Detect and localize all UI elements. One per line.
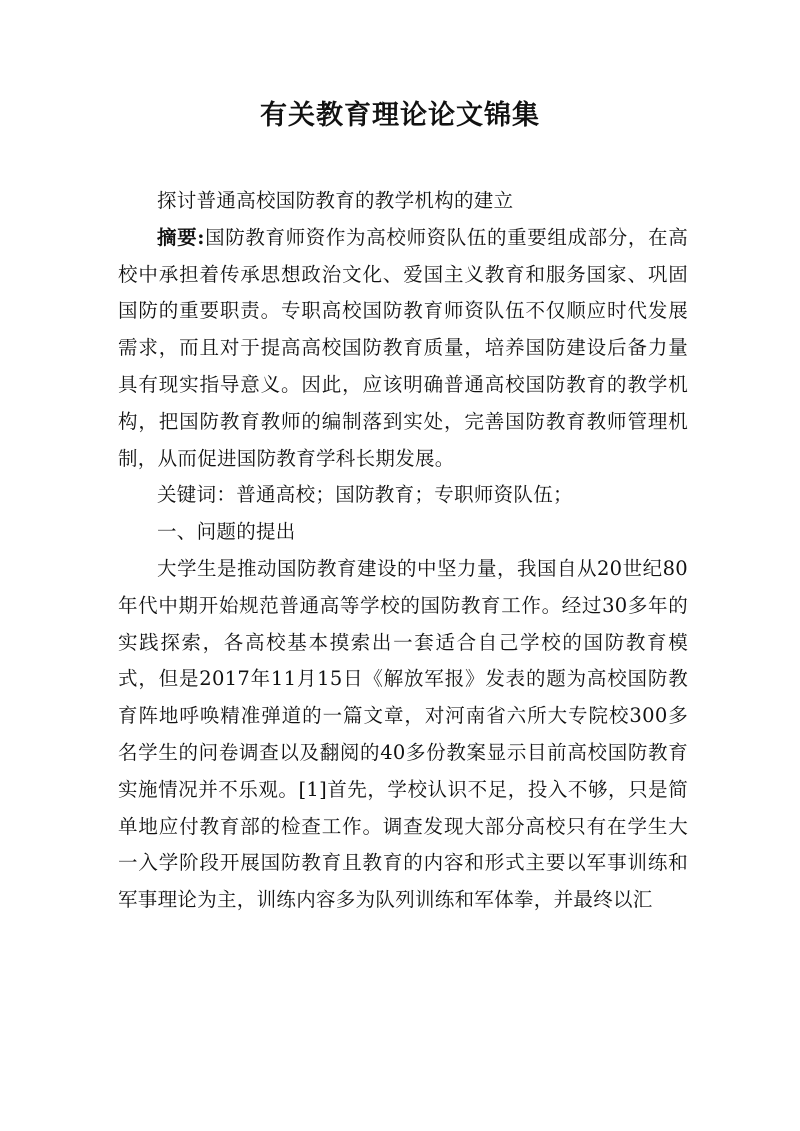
document-body: [118, 183, 688, 919]
abstract-label: 摘要:: [157, 225, 205, 249]
body-paragraph: 大学生是推动国防教育建设的中坚力量，我国自从20世纪80年代中期开始规范普通高等学校的国防教育工作。经过30多年的实践探索，各高校基本摸索出一套适合自己学校的国防教育模式，但是2017年11月15日《解放军报》发表的题为高校国防教育阵地呼唤精准弹道的一篇文章，对河南省六所大专院校300多名学生的问卷调查以及翻阅的40多份教案显示目前高校国防教育实施情况并不乐观。[1]首先，学校认识不足，投入不够，只是简单地应付教育部的检查工作。调查发现大部分高校只有在学生大一入学阶段开展国防教育且教育的内容和形式主要以军事训练和军事理论为主，训练内容多为队列训练和军体拳，并最终以汇: [118, 556, 688, 912]
section-heading: 一、问题的提出: [157, 520, 296, 544]
abstract-paragraph: [118, 220, 688, 478]
keywords-line: 关键词：普通高校；国防教育；专职师资队伍；: [157, 483, 573, 507]
abstract-text: 国防教育师资作为高校师资队伍的重要组成部分，在高校中承担着传承思想政治文化、爱国主义教育和服务国家、巩固国防的重要职责。专职高校国防教育师资队伍不仅顺应时代发展需求，而且对于提高高校国防教育质量，培养国防建设后备力量具有现实指导意义。因此，应该明确普通高校国防教育的教学机构，把国防教育教师的编制落到实处，完善国防教育教师管理机制，从而促进国防教育学科长期发展。: [118, 225, 689, 470]
document-title: 有关教育理论论文锦集: [260, 100, 540, 131]
article-subtitle: 探讨普通高校国防教育的教学机构的建立: [157, 189, 514, 212]
